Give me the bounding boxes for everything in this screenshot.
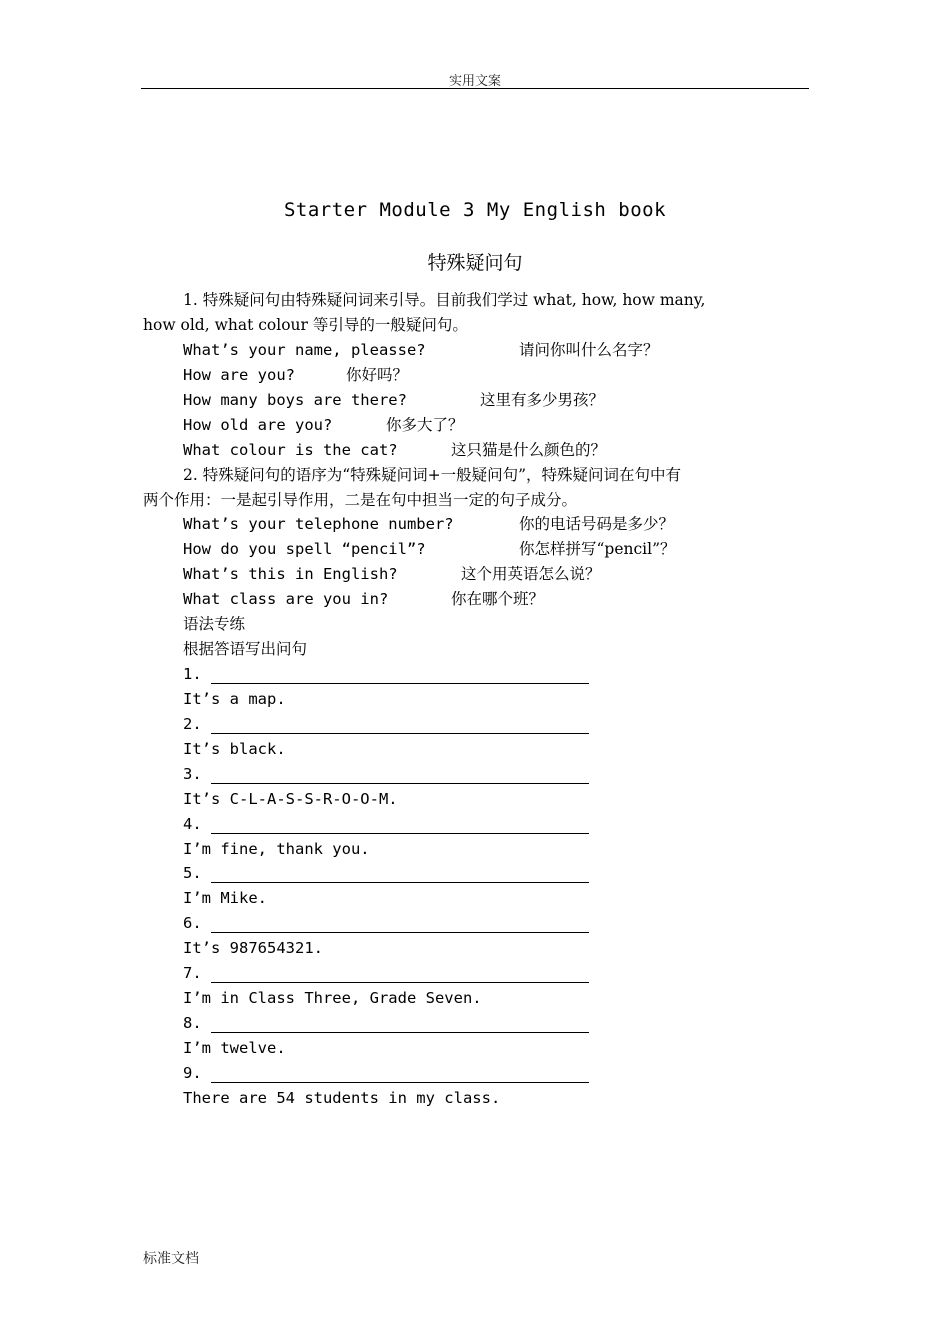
example-cn: 你的电话号码是多少？: [519, 515, 675, 533]
example-cn: 你多大了？: [386, 416, 464, 434]
item-answer: I’m twelve.: [183, 1039, 286, 1057]
example-cn: 你怎样拼写“pencil”？: [519, 540, 676, 558]
item-answer: There are 54 students in my class.: [183, 1089, 501, 1107]
page-header: 实用文案: [448, 74, 501, 89]
page-title: Starter Module 3 My English book: [283, 199, 667, 221]
example-en: What colour is the cat?: [183, 441, 398, 459]
example-cn: 你好吗？: [346, 366, 409, 384]
header-rule: [141, 88, 809, 89]
item-number: 4.: [183, 815, 202, 833]
answer-blank[interactable]: [211, 982, 589, 983]
exercise-instruction: 根据答语写出问句: [183, 640, 308, 658]
item-answer: I’m fine, thank you.: [183, 840, 370, 858]
answer-blank[interactable]: [211, 783, 589, 784]
item-number: 5.: [183, 864, 202, 882]
example-cn: 这个用英语怎么说？: [461, 565, 601, 583]
example-en: How many boys are there?: [183, 391, 407, 409]
answer-blank[interactable]: [211, 1082, 589, 1083]
example-cn: 请问你叫什么名字？: [519, 341, 659, 359]
item-number: 9.: [183, 1064, 202, 1082]
answer-blank[interactable]: [211, 932, 589, 933]
item-number: 8.: [183, 1014, 202, 1032]
example-cn: 你在哪个班？: [451, 590, 545, 608]
item-number: 1.: [183, 665, 202, 683]
item-number: 2.: [183, 715, 202, 733]
example-cn: 这只猫是什么颜色的？: [451, 441, 607, 459]
item-number: 6.: [183, 914, 202, 932]
item-answer: It’s black.: [183, 740, 286, 758]
point1-line2: how old, what colour 等引导的一般疑问句。: [143, 316, 468, 334]
answer-blank[interactable]: [211, 833, 589, 834]
example-en: What’s your name, pleasse?: [183, 341, 426, 359]
answer-blank[interactable]: [211, 1032, 589, 1033]
example-en: How old are you?: [183, 416, 333, 434]
item-answer: It’s 987654321.: [183, 939, 323, 957]
point2-line1: 2. 特殊疑问句的语序为“特殊疑问词+一般疑问句”，特殊疑问词在句中有: [183, 466, 682, 484]
answer-blank[interactable]: [211, 882, 589, 883]
item-answer: I’m Mike.: [183, 889, 267, 907]
section-subtitle: 特殊疑问句: [427, 252, 523, 274]
item-number: 3.: [183, 765, 202, 783]
item-number: 7.: [183, 964, 202, 982]
page-footer: 标准文档: [143, 1251, 199, 1267]
example-en: What’s this in English?: [183, 565, 398, 583]
example-en: How do you spell “pencil”?: [183, 540, 426, 558]
point2-line2: 两个作用：一是起引导作用，二是在句中担当一定的句子成分。: [143, 491, 578, 509]
item-answer: It’s C-L-A-S-S-R-O-O-M.: [183, 790, 398, 808]
example-en: What class are you in?: [183, 590, 389, 608]
point1-line1: 1. 特殊疑问句由特殊疑问词来引导。目前我们学过 what, how, how many,: [183, 291, 706, 309]
example-en: What’s your telephone number?: [183, 515, 454, 533]
answer-blank[interactable]: [211, 683, 589, 684]
example-cn: 这里有多少男孩？: [480, 391, 605, 409]
item-answer: I’m in Class Three, Grade Seven.: [183, 989, 482, 1007]
example-en: How are you?: [183, 366, 295, 384]
item-answer: It’s a map.: [183, 690, 286, 708]
answer-blank[interactable]: [211, 733, 589, 734]
exercise-heading: 语法专练: [183, 615, 246, 633]
